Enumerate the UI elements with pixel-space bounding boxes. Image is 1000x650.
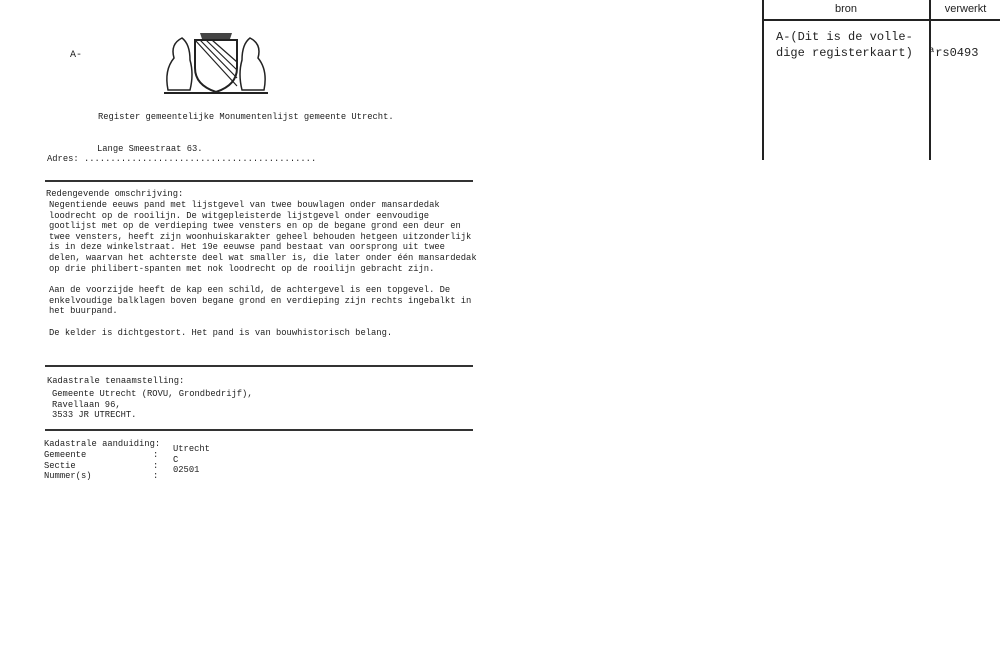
cadastral-fields: Gemeente Sectie Nummer(s) — [44, 450, 92, 482]
table-header-line — [762, 19, 1000, 21]
table-border — [762, 0, 764, 160]
description-label: Redengevende omschrijving: — [46, 189, 184, 199]
cadastral-colons: : : : — [153, 450, 159, 482]
divider — [45, 365, 473, 367]
register-title: Register gemeentelijke Monumentenlijst gemeente Utrecht. — [98, 112, 394, 122]
description-paragraph: Negentiende eeuws pand met lijstgevel van twee bouwlagen onder mansardedak loodrecht op de rooilijn. De witgepleisterde lijstgevel onder eenvoudige gootlijst met op de verdieping twee vensters en op de begane grond een deur en twee vensters, heeft zijn woonhuiskarakter geheel behouden hetgeen uitzonderlijk is in deze winkelstraat. Het 19e eeuwse pand bestaat van oorsprong uit twee delen, waarvan het achterste deel wat smaller is, die later onder één mansardedak op drie philibert-spanten met nok loodrecht op de rooilijn gebracht zijn. — [49, 200, 477, 274]
owner-address: Gemeente Utrecht (ROVU, Grondbedrijf), Ravellaan 96, 3533 JR UTRECHT. — [52, 389, 253, 421]
cadastral-label: Kadastrale aanduiding: — [44, 439, 161, 449]
bron-value: A-(Dit is de volle- dige registerkaart) — [776, 30, 913, 60]
crest-icon — [160, 30, 272, 96]
divider — [45, 429, 473, 431]
divider — [45, 180, 473, 182]
owner-label: Kadastrale tenaamstelling: — [47, 376, 185, 386]
table-border — [929, 0, 931, 160]
card-code: A- — [70, 50, 83, 61]
description-paragraph: Aan de voorzijde heeft de kap een schild, de achtergevel is een topgevel. De enkelvoudige balklagen boven begane grond en verdieping zijn rechts ingebalkt in het buurpand. — [49, 285, 472, 317]
cadastral-values: Utrecht C 02501 — [173, 444, 210, 476]
column-header-verwerkt: verwerkt — [944, 3, 987, 15]
verwerkt-value: ªrs0493 — [928, 46, 979, 60]
street-address: Lange Smeestraat 63. — [97, 144, 203, 154]
description-paragraph: De kelder is dichtgestort. Het pand is van bouwhistorisch belang. — [49, 328, 393, 338]
adres-label: Adres: ............................................ — [47, 154, 317, 164]
column-header-bron: bron — [834, 3, 858, 15]
